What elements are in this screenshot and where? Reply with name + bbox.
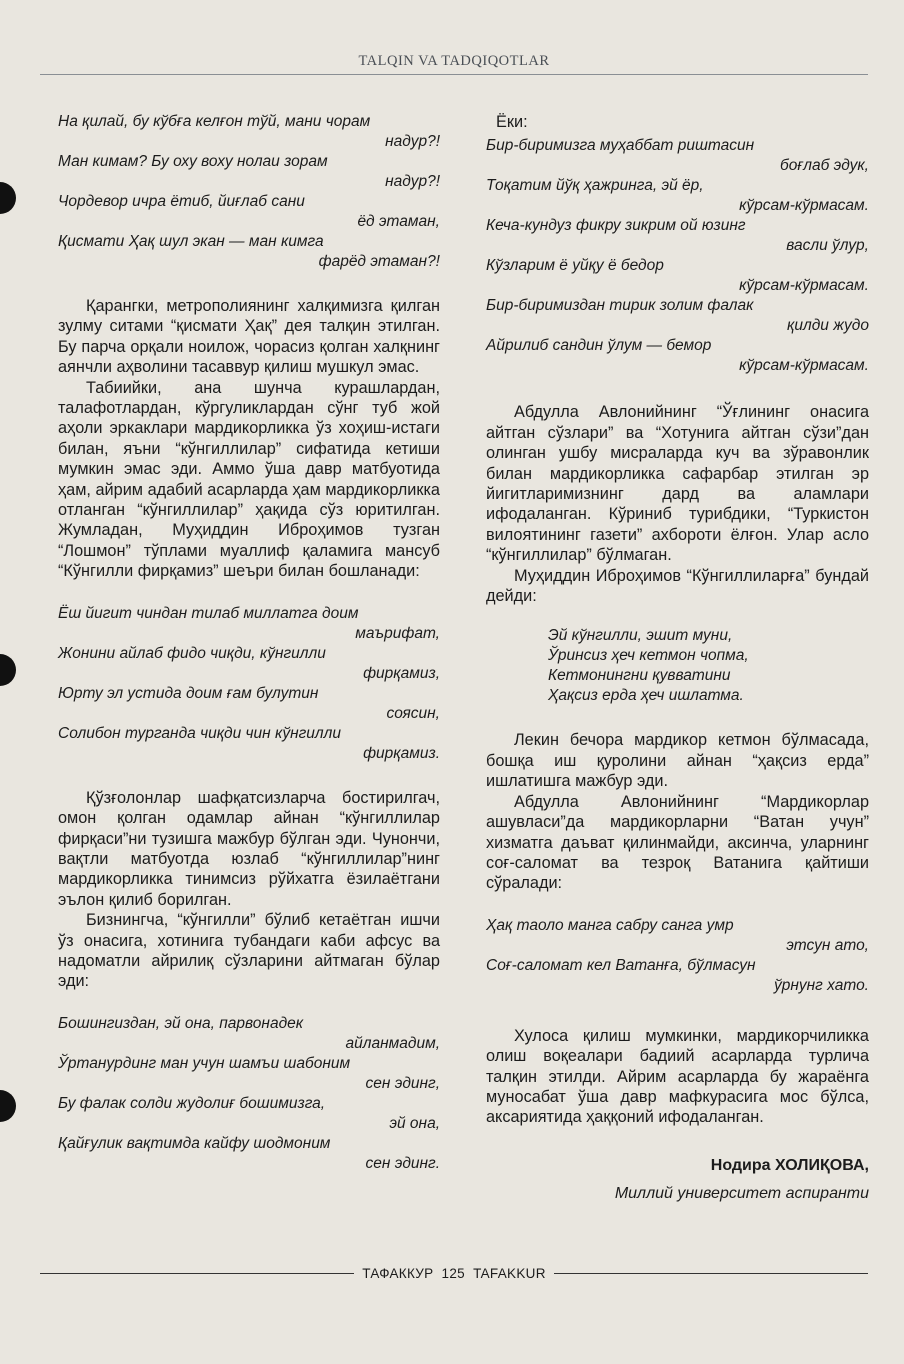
verse-line: Кеча-кундуз фикру зикрим ой юзинг bbox=[486, 217, 746, 235]
verse-line: кўрсам-кўрмасам. bbox=[739, 357, 869, 375]
poem-stanza bbox=[58, 604, 440, 764]
verse-line: айланмадим, bbox=[345, 1034, 440, 1052]
running-header bbox=[40, 52, 868, 75]
verse-line: Ҳақсиз ерда ҳеч ишлатма. bbox=[548, 687, 744, 705]
footer-rule bbox=[554, 1273, 868, 1274]
verse-line: кўрсам-кўрмасам. bbox=[739, 197, 869, 215]
verse-line: Тоқатим йўқ ҳажринга, эй ёр, bbox=[486, 177, 704, 195]
verse-line: қилди жудо bbox=[787, 317, 869, 335]
poem-stanza bbox=[486, 136, 869, 376]
binder-hole bbox=[0, 1090, 16, 1122]
paragraph: Табиийки, ана шунча курашлардан, талафотлардан, кўргуликлардан сўнг туб жой аҳоли эркаклари мардикорликка ўз хоҳиш-истаги билан, яъни “кўнгиллилар” сифатида кетиши мумкин эмас эди. Аммо ўша давр матбуотида ҳам, айрим адабий асарларда ҳам мардикорликка отланган “кўнгиллилар” ҳақида сўз юритилган. Жумладан, Муҳиддин Иброҳимов тузган “Лошмон” тўплами муаллиф қаламига мансуб “Кўнгилли фирқамиз” шеъри билан бошланади: bbox=[58, 378, 440, 581]
paragraph: Муҳиддин Иброҳимов “Кўнгиллиларға” бундай дейди: bbox=[486, 566, 869, 606]
verse-line: Ман кимам? Бу оху воху нолаи зорам bbox=[58, 153, 328, 170]
verse-line: Ўртанурдинг ман учун шамъи шабоним bbox=[58, 1054, 351, 1072]
verse-line: Ёш йигит чиндан тилаб миллатга доим bbox=[58, 604, 359, 622]
verse-line: Ҳақ таоло манга сабру санга умр bbox=[486, 916, 734, 934]
poem-stanza bbox=[58, 112, 440, 272]
verse-line: маърифат, bbox=[355, 624, 440, 642]
verse-line: надур?! bbox=[385, 173, 440, 190]
verse-line: фирқамиз, bbox=[363, 664, 440, 682]
verse-line: надур?! bbox=[385, 133, 440, 150]
verse-line: Бу фалак солди жудолиғ бошимизга, bbox=[58, 1094, 326, 1112]
paragraph: Абдулла Авлонийнинг “Мардикорлар ашувласи”да мардикорларни “Ватан учун” хизматга даъват қилинмайди, аксинча, уларнинг соғ-саломат ва тезроқ Ватанига қайтиши сўралади: bbox=[486, 792, 869, 893]
paragraph: Лекин бечора мардикор кетмон бўлмасада, бошқа иш қуролини айнан “ҳақсиз ерда” ишлатишга мажбур эди. bbox=[486, 731, 869, 791]
verse-line: эй она, bbox=[389, 1114, 440, 1132]
right-column bbox=[486, 112, 869, 1208]
verse-line: сен эдинг, bbox=[365, 1074, 440, 1092]
binder-hole bbox=[0, 654, 16, 686]
verse-line: Чордевор ичра ётиб, йиғлаб сани bbox=[58, 193, 305, 210]
verse-line: ёд этаман, bbox=[357, 213, 440, 230]
paragraph: Қарангки, метрополиянинг халқимизга қилган зулму ситами “қисмати Ҳақ” дея талқин этилган. Бу парча орқали ноилож, чорасиз қолган халқнинг аянчли аҳволини тасаввур қилиш мушкул эмас. bbox=[58, 297, 440, 377]
intro-word: Ёки: bbox=[496, 113, 528, 131]
paragraph: Хулоса қилиш мумкинки, мардикорчиликка олиш воқеалари бадиий асарларда турлича талқин этилди. Айрим асарларда бу жараёнга муносабат ўша давр мафкурасига мос бўлса, аксариятида ҳаққоний ифодаланган. bbox=[486, 1026, 869, 1127]
verse-line: Жонини айлаб фидо чиқди, кўнгилли bbox=[58, 644, 326, 662]
verse-line: Ўринсиз ҳеч кетмон чопма, bbox=[548, 647, 749, 665]
header-title: TALQIN VA TADQIQOTLAR bbox=[358, 53, 550, 69]
left-column bbox=[58, 112, 440, 1174]
verse-line: Айрилиб сандин ўлум — бемор bbox=[486, 337, 712, 355]
body-text bbox=[486, 730, 869, 893]
verse-line: Эй кўнгилли, эшит муни, bbox=[548, 627, 733, 645]
verse-line: Кетмонингни қувватини bbox=[548, 667, 731, 685]
footer-rule bbox=[40, 1273, 354, 1274]
verse-line: фирқамиз. bbox=[363, 744, 440, 762]
paragraph: Қўзғолонлар шафқатсизларча бостирилгач, омон қолган одамлар айнан “кўнгиллилар фирқаси”ни тузишга мажбур бўлган эди. Чунончи, вақтли матбуотда юзлаб “кўнгиллилар”нинг мардикорликка тинимсиз рўйхатга ёзилаётгани эълон қилиб борилган. bbox=[58, 788, 440, 909]
verse-line: Қайғулик вақтимда кайфу шодмоним bbox=[58, 1134, 331, 1152]
verse-line: соясин, bbox=[386, 704, 440, 722]
body-text bbox=[58, 296, 440, 582]
verse-line: этсун ато, bbox=[786, 936, 869, 954]
body-text bbox=[58, 788, 440, 992]
verse-line: ўрнунг хато. bbox=[774, 976, 869, 994]
verse-line: Қисмати Ҳақ шул экан — ман кимга bbox=[58, 233, 324, 250]
paragraph: Абдулла Авлонийнинг “Ўғлининг онасига айтган сўзлари” ва “Хотунига айтган сўзи”дан олинган ушбу мисраларда куч ва зўравонлик билан мардикорликка сафарбар этилган эр йигитларимизнинг дард ва аламлари ифодаланган. Кўриниб турибдики, “Туркистон вилоятининг газети” ахбороти ёлғон. Улар асло “кўнгиллилар” бўлмаган. bbox=[486, 403, 869, 565]
binder-hole bbox=[0, 182, 16, 214]
verse-line: боғлаб эдук, bbox=[780, 157, 869, 175]
body-text bbox=[486, 402, 869, 606]
poem-stanza bbox=[486, 916, 869, 996]
body-text bbox=[486, 1026, 869, 1128]
paragraph: Бизнингча, “кўнгилли” бўлиб кетаётган ишчи ўз онасига, хотинига тубандаги каби афсус ва надоматли айрилиқ сўзларини айтмаган бўлар эди: bbox=[58, 911, 440, 991]
verse-line: Юрту эл устида доим ғам булутин bbox=[58, 684, 319, 702]
verse-line: кўрсам-кўрмасам. bbox=[739, 277, 869, 295]
verse-line: Кўзларим ё уйқу ё бедор bbox=[486, 257, 664, 275]
verse-line: васли ўлур, bbox=[786, 237, 869, 255]
verse-line: Бир-биримизга муҳаббат риштасин bbox=[486, 137, 755, 155]
poem-stanza bbox=[486, 626, 869, 706]
author-name: Нодира ХОЛИҚОВА, bbox=[710, 1156, 869, 1174]
verse-line: Соғ-саломат кел Ватанға, бўлмасун bbox=[486, 956, 756, 974]
footer-text: ТАФАККУР 125 TAFAKKUR bbox=[362, 1266, 546, 1281]
verse-line: Бир-биримиздан тирик золим фалак bbox=[486, 297, 754, 315]
verse-line: сен эдинг. bbox=[365, 1154, 440, 1172]
verse-line: Солибон турганда чиқди чин кўнгилли bbox=[58, 724, 341, 742]
page-footer bbox=[40, 1266, 868, 1281]
verse-line: фарёд этаман?! bbox=[318, 253, 440, 270]
poem-stanza bbox=[58, 1014, 440, 1174]
author-signature bbox=[486, 1152, 869, 1208]
author-affiliation: Миллий университет аспиранти bbox=[614, 1184, 869, 1202]
verse-line: Бошингиздан, эй она, парвонадек bbox=[58, 1014, 304, 1032]
verse-line: На қилай, бу кўбға келғон тўй, мани чорам bbox=[58, 113, 371, 130]
